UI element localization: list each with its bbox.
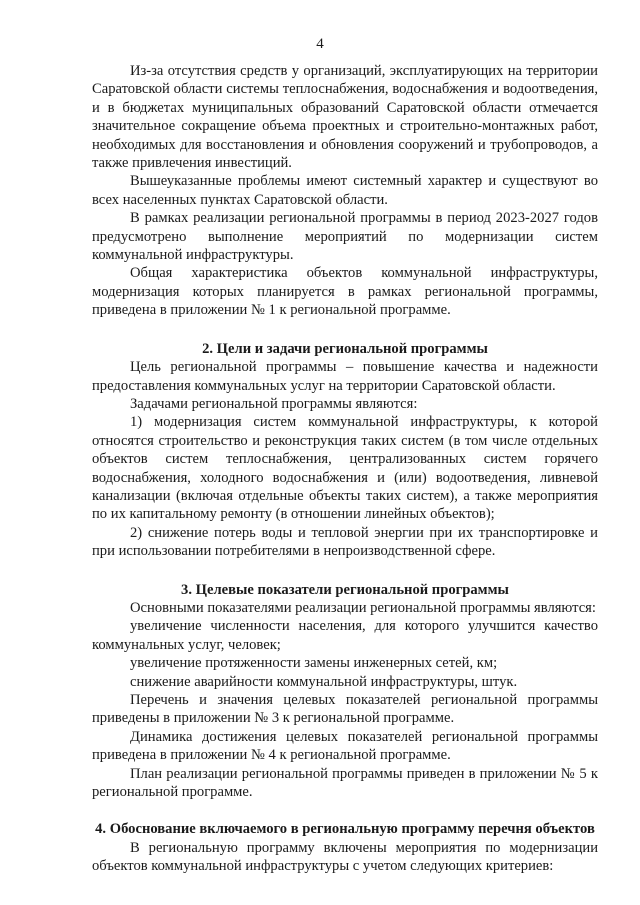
page-number: 4: [316, 36, 324, 52]
paragraph: Общая характеристика объектов коммунальной инфраструктуры, модернизация которых планируется в рамках региональной программы, приведена в приложении № 1 к региональной программе.: [92, 265, 598, 319]
section-heading-objects: 4. Обоснование включаемого в региональную программу перечня объектов: [95, 821, 595, 838]
list-item: снижение аварийности коммунальной инфраструктуры, штук.: [130, 673, 518, 690]
spacer: [92, 561, 598, 581]
spacer: [92, 801, 598, 820]
paragraph: В региональную программу включены мероприятия по модернизации объектов коммунальной инфраструктуры с учетом следующих критериев:: [92, 839, 598, 875]
paragraph: План реализации региональной программы приведен в приложении № 5 к региональной программе.: [92, 765, 598, 801]
paragraph: Основными показателями реализации региональной программы являются:: [130, 599, 596, 616]
paragraph: Задачами региональной программы являются:: [130, 395, 418, 412]
list-item: увеличение численности населения, для которого улучшится качество коммунальных услуг, человек;: [92, 618, 598, 653]
paragraph: Цель региональной программы – повышение качества и надежности предоставления коммунальных услуг на территории Саратовской области.: [92, 359, 598, 394]
section-heading-goals: 2. Цели и задачи региональной программы: [202, 340, 488, 357]
paragraph: Вышеуказанные проблемы имеют системный характер и существуют во всех населенных пунктах Саратовской области.: [92, 173, 598, 208]
list-item: увеличение протяженности замены инженерных сетей, км;: [130, 655, 498, 672]
spacer: [92, 320, 598, 340]
paragraph: Динамика достижения целевых показателей региональной программы приведена в приложении № 4 к региональной программе.: [92, 728, 598, 764]
list-item: 2) снижение потерь воды и тепловой энергии при их транспортировке и при использовании потребителями в непроизводственной сфере.: [92, 524, 598, 560]
document-body: [92, 62, 598, 876]
list-item: 1) модернизация систем коммунальной инфраструктуры, к которой относятся строительство и реконструкция таких систем (в том числе отдельных объектов систем теплоснабжения, централизованных систем горячего водоснабжения, холодного водоснабжения и (или) водоотведения, ливневой канализации (включая отдельные объекты таких систем), а также мероприятия по их капитальному ремонту (в отношении линейных объектов);: [92, 414, 598, 523]
paragraph: Из-за отсутствия средств у организаций, эксплуатирующих на территории Саратовской области системы теплоснабжения, водоснабжения и водоотведения, и в бюджетах муниципальных образований Саратовской области отмечается значительное сокращение объема проектных и строительно-монтажных работ, необходимых для восстановления и обновления сооружений и трубопроводов, а также привлечения инвестиций.: [92, 63, 598, 172]
paragraph: Перечень и значения целевых показателей региональной программы приведены в приложении № 3 к региональной программе.: [92, 692, 598, 727]
paragraph: В рамках реализации региональной программы в период 2023-2027 годов предусмотрено выполнение мероприятий по модернизации систем коммунальной инфраструктуры.: [92, 210, 598, 264]
section-heading-indicators: 3. Целевые показатели региональной программы: [181, 581, 509, 598]
